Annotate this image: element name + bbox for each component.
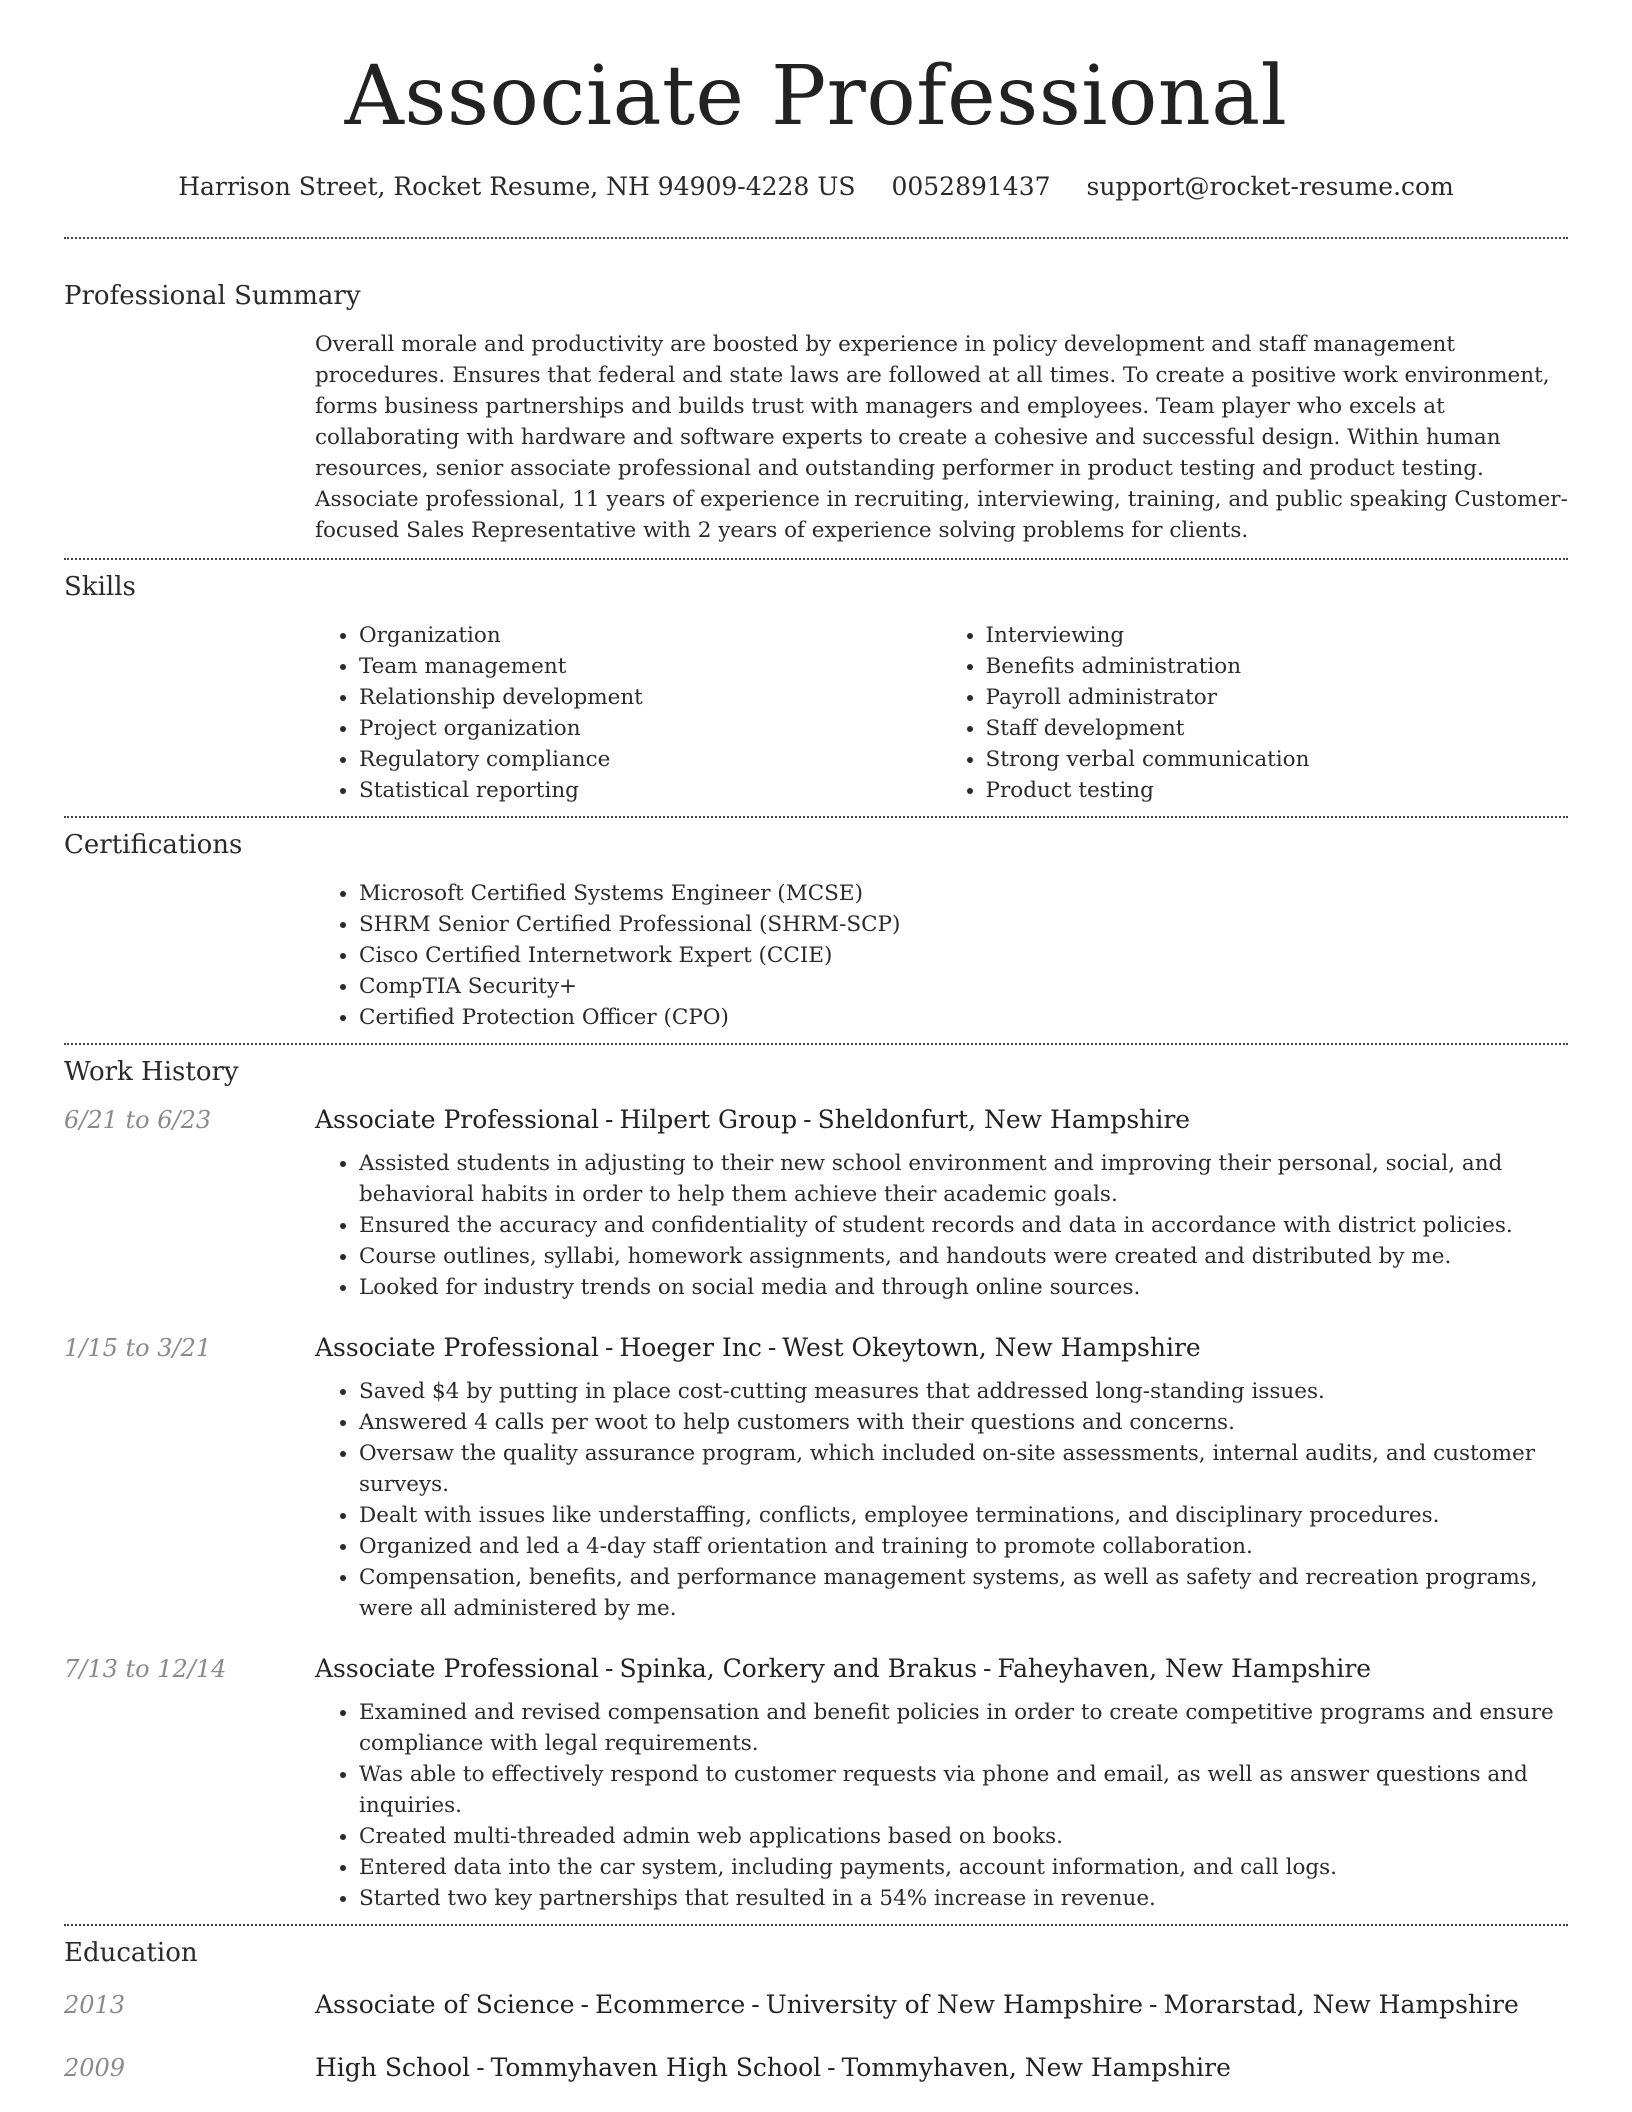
education-entry xyxy=(64,2053,1568,2082)
job-header xyxy=(64,1654,1568,1683)
job-company: Hilpert Group xyxy=(619,1105,798,1135)
job-role: Associate Professional xyxy=(315,1333,600,1363)
job-entry xyxy=(64,1654,1568,1924)
certification-item: • CompTIA Security+ xyxy=(359,971,1568,1002)
work-section xyxy=(64,1045,1568,1924)
job-dates: 7/13 to 12/14 xyxy=(64,1655,227,1684)
job-bullets xyxy=(315,1148,1568,1303)
job-bullet: • Looked for industry trends on social media and through online sources. xyxy=(359,1272,1568,1303)
job-bullet: • Ensured the accuracy and confidentiality of student records and data in accordance with district policies. xyxy=(359,1210,1568,1241)
job-role: Associate Professional xyxy=(315,1105,600,1135)
education-title: Education xyxy=(64,1938,198,1969)
skills-list-right xyxy=(942,620,1569,806)
job-dates: 1/15 to 3/21 xyxy=(64,1334,212,1363)
job-bullet: • Organized and led a 4-day staff orientation and training to promote collaboration. xyxy=(359,1531,1568,1562)
education-section xyxy=(64,1926,1568,2082)
certification-item: • SHRM Senior Certified Professional (SHRM-SCP) xyxy=(359,909,1568,940)
job-bullets xyxy=(315,1376,1568,1624)
certification-item: • Microsoft Certified Systems Engineer (MCSE) xyxy=(359,878,1568,909)
skill-item: • Team management xyxy=(359,651,942,682)
education-detail: High School - Tommyhaven High School - Tommyhaven, New Hampshire xyxy=(315,2053,1231,2083)
skill-item: • Organization xyxy=(359,620,942,651)
job-title: Associate Professional - Spinka, Corkery and Brakus - Faheyhaven, New Hampshire xyxy=(315,1654,1372,1684)
job-company: Spinka, Corkery and Brakus xyxy=(619,1654,978,1684)
job-location: West Okeytown, New Hampshire xyxy=(782,1333,1201,1363)
job-bullet: • Course outlines, syllabi, homework assignments, and handouts were created and distributed by me. xyxy=(359,1241,1568,1272)
skills-section xyxy=(64,560,1568,816)
skill-item: • Relationship development xyxy=(359,682,942,713)
summary-text: Overall morale and productivity are boosted by experience in policy development and staff management procedures. Ensures that federal and state laws are followed at all times. To create a positive work environment, forms business partnerships and builds trust with managers and employees. Team player who excels at collaborating with hardware and software experts to create a cohesive and successful design. Within human resources, senior associate professional and outstanding performer in product testing and product testing. Associate professional, 11 years of experience in recruiting, interviewing, training, and public speaking Customer-focused Sales Representative with 2 years of experience solving problems for clients. xyxy=(315,332,1568,544)
summary-title: Professional Summary xyxy=(64,281,361,312)
job-bullet: • Entered data into the car system, including payments, account information, and call logs. xyxy=(359,1852,1568,1883)
certifications-section xyxy=(64,818,1568,1043)
job-entry xyxy=(64,1333,1568,1624)
education-entry xyxy=(64,1990,1568,2019)
degree: Associate of Science xyxy=(315,1990,575,2020)
certifications-list xyxy=(315,878,1568,1043)
school-name: Tommyhaven High School xyxy=(490,2053,822,2083)
skill-item: • Strong verbal communication xyxy=(986,744,1569,775)
skill-item: • Project organization xyxy=(359,713,942,744)
candidate-name: Associate Professional xyxy=(344,49,1288,144)
job-bullet: • Created multi-threaded admin web applications based on books. xyxy=(359,1821,1568,1852)
job-title: Associate Professional - Hilpert Group - Sheldonfurt, New Hampshire xyxy=(315,1105,1191,1135)
job-bullet: • Examined and revised compensation and benefit policies in order to create competitive programs and ensure compliance with legal requirements. xyxy=(359,1697,1568,1759)
skill-item: • Statistical reporting xyxy=(359,775,942,806)
job-location: Sheldonfurt, New Hampshire xyxy=(817,1105,1191,1135)
work-title: Work History xyxy=(64,1057,239,1088)
school-name: University of New Hampshire xyxy=(765,1990,1144,2020)
skill-item: • Regulatory compliance xyxy=(359,744,942,775)
job-bullet: • Dealt with issues like understaffing, conflicts, employee terminations, and disciplinary procedures. xyxy=(359,1500,1568,1531)
resume-header xyxy=(64,0,1568,201)
address-text: Harrison Street, Rocket Resume, NH 94909-4228 US xyxy=(178,172,856,202)
certification-item: • Cisco Certified Internetwork Expert (CCIE) xyxy=(359,940,1568,971)
skills-list-left xyxy=(315,620,942,806)
degree: High School xyxy=(315,2053,471,2083)
skills-columns xyxy=(315,620,1568,816)
email-link[interactable]: support@rocket-resume.com xyxy=(1086,172,1454,202)
school-location: Tommyhaven, New Hampshire xyxy=(841,2053,1231,2083)
job-bullet: • Answered 4 calls per woot to help customers with their questions and concerns. xyxy=(359,1407,1568,1438)
skill-item: • Interviewing xyxy=(986,620,1569,651)
school-location: Morarstad, New Hampshire xyxy=(1163,1990,1519,2020)
job-bullet: • Compensation, benefits, and performance management systems, as well as safety and recreation programs, were all administered by me. xyxy=(359,1562,1568,1624)
skill-item: • Product testing xyxy=(986,775,1569,806)
field-of-study: Ecommerce xyxy=(594,1990,746,2020)
job-bullets xyxy=(315,1697,1568,1914)
skill-item: • Benefits administration xyxy=(986,651,1569,682)
job-bullet: • Assisted students in adjusting to their new school environment and improving their personal, social, and behavioral habits in order to help them achieve their academic goals. xyxy=(359,1148,1568,1210)
certification-item: • Certified Protection Officer (CPO) xyxy=(359,1002,1568,1033)
education-year: 2009 xyxy=(64,2054,126,2083)
job-bullet: • Was able to effectively respond to customer requests via phone and email, as well as answer questions and inquiries. xyxy=(359,1759,1568,1821)
phone-text: 0052891437 xyxy=(891,172,1051,202)
job-title: Associate Professional - Hoeger Inc - West Okeytown, New Hampshire xyxy=(315,1333,1201,1363)
contact-line xyxy=(64,172,1568,201)
job-role: Associate Professional xyxy=(315,1654,600,1684)
job-entry xyxy=(64,1105,1568,1303)
skill-item: • Staff development xyxy=(986,713,1569,744)
summary-section xyxy=(64,239,1568,558)
job-bullet: • Saved $4 by putting in place cost-cutting measures that addressed long-standing issues. xyxy=(359,1376,1568,1407)
job-bullet: • Oversaw the quality assurance program, which included on-site assessments, internal audits, and customer surveys. xyxy=(359,1438,1568,1500)
job-bullet: • Started two key partnerships that resulted in a 54% increase in revenue. xyxy=(359,1883,1568,1914)
skills-title: Skills xyxy=(64,572,136,603)
job-company: Hoeger Inc xyxy=(619,1333,762,1363)
education-detail: Associate of Science - Ecommerce - University of New Hampshire - Morarstad, New Hampshire xyxy=(315,1990,1519,2020)
job-dates: 6/21 to 6/23 xyxy=(64,1106,212,1135)
certifications-title: Certifications xyxy=(64,830,243,861)
skill-item: • Payroll administrator xyxy=(986,682,1569,713)
job-header xyxy=(64,1105,1568,1134)
education-year: 2013 xyxy=(64,1991,126,2020)
job-location: Faheyhaven, New Hampshire xyxy=(997,1654,1372,1684)
job-header xyxy=(64,1333,1568,1362)
